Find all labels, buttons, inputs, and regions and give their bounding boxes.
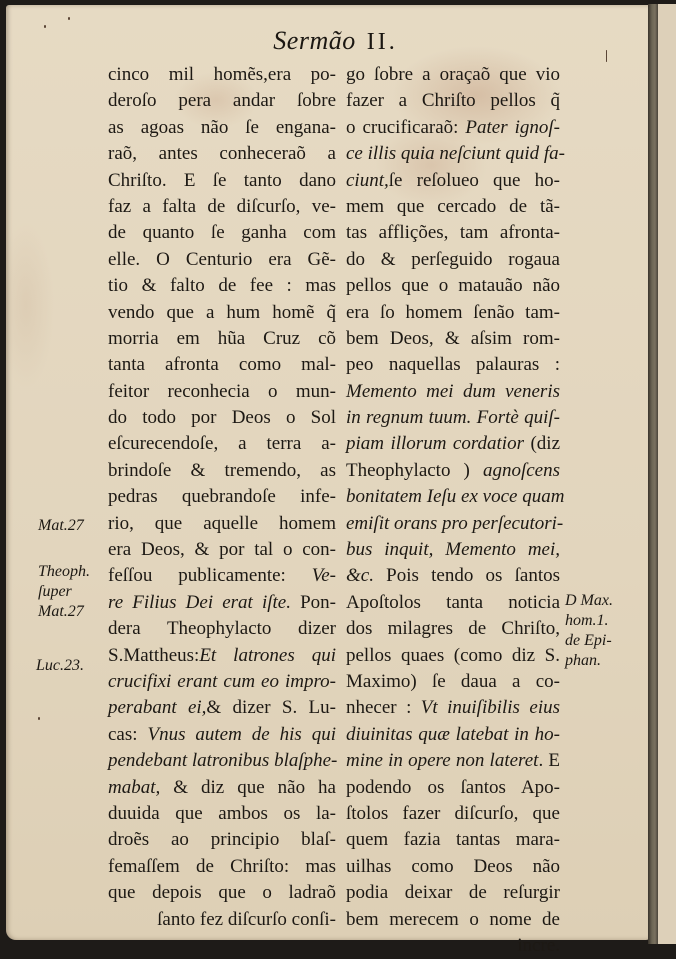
text-segment: era Deos, & por tal o con- bbox=[108, 539, 336, 561]
text-segment: deroſo pera andar ſobre bbox=[108, 90, 336, 112]
text-line bbox=[346, 695, 560, 721]
text-segment: Chriſto. E ſe tanto dano bbox=[108, 169, 336, 191]
text-segment: bem Deos, & aſsim rom- bbox=[346, 327, 560, 349]
margin-note-d-max-hom1-de-epiphan bbox=[565, 591, 613, 671]
text-line bbox=[346, 220, 560, 246]
text-line bbox=[108, 326, 336, 352]
text-segment: S.Mattheus: bbox=[108, 644, 200, 666]
text-segment: (diz bbox=[523, 433, 560, 455]
text-segment: Theophylacto ) bbox=[346, 459, 483, 481]
text-segment: tio & falto de fee : mas bbox=[108, 275, 336, 297]
margin-note-mat27 bbox=[38, 516, 84, 536]
text-segment: dos milagres de Chriſto, bbox=[346, 618, 560, 640]
text-segment: raõ, antes conheceraõ a bbox=[108, 143, 336, 165]
margin-note-line: phan. bbox=[565, 652, 601, 669]
text-column-right bbox=[346, 62, 565, 959]
text-segment: ſtolos fazer diſcurſo, que bbox=[346, 802, 560, 824]
text-segment: uilhas como Deos não bbox=[346, 855, 560, 877]
running-header-title: Sermão bbox=[273, 26, 356, 55]
text-line bbox=[108, 880, 336, 906]
text-line bbox=[108, 775, 336, 801]
text-segment: tas afflições, tam afronta- bbox=[346, 222, 560, 244]
text-segment: podia deixar de reſurgir bbox=[346, 882, 560, 904]
margin-note-line: Mat.27 bbox=[38, 517, 84, 534]
text-line bbox=[108, 590, 336, 616]
paper-speck bbox=[38, 717, 40, 720]
text-line bbox=[346, 827, 560, 853]
text-line bbox=[108, 563, 336, 589]
margin-note-luc23 bbox=[36, 656, 84, 676]
text-segment: pedras quebrandoſe infe- bbox=[108, 486, 336, 508]
text-line bbox=[346, 748, 560, 774]
text-segment: & diz que não ha bbox=[160, 776, 336, 798]
text-line bbox=[346, 537, 560, 563]
text-segment: . E bbox=[538, 750, 560, 772]
latin-quotation: Ve- bbox=[311, 565, 336, 587]
latin-quotation: agnoſcens bbox=[482, 459, 560, 481]
text-column-left bbox=[108, 62, 336, 933]
latin-quotation: &c. bbox=[346, 565, 374, 587]
text-line bbox=[108, 273, 336, 299]
text-line bbox=[346, 933, 560, 959]
text-segment: tanta afronta como mal- bbox=[108, 354, 336, 376]
text-line bbox=[346, 722, 560, 748]
text-line bbox=[346, 115, 560, 141]
adjacent-page-edge bbox=[658, 4, 676, 944]
text-segment: as agoas não ſe engana- bbox=[108, 116, 336, 138]
text-line bbox=[108, 458, 336, 484]
text-segment: pellos que o matauão não bbox=[346, 275, 560, 297]
text-line bbox=[108, 405, 336, 431]
text-segment: faz a falta de diſcurſo, ve- bbox=[108, 195, 336, 217]
text-line bbox=[108, 484, 336, 510]
text-line bbox=[346, 484, 565, 510]
text-line bbox=[346, 563, 560, 589]
text-line bbox=[108, 379, 336, 405]
text-line bbox=[108, 511, 336, 537]
text-line bbox=[108, 907, 336, 933]
text-line bbox=[108, 62, 336, 88]
margin-note-line: de Epi- bbox=[565, 632, 612, 649]
text-segment: cinco mil homẽs,era po- bbox=[108, 64, 336, 85]
margin-note-line: hom.1. bbox=[565, 612, 609, 629]
latin-quotation: mine in opere non lateret bbox=[346, 750, 539, 772]
margin-note-line: ſuper bbox=[38, 583, 72, 600]
text-segment: eſcurecendoſe, a terra a- bbox=[108, 433, 336, 455]
text-line bbox=[346, 141, 565, 167]
text-line bbox=[346, 669, 560, 695]
text-line bbox=[108, 722, 336, 748]
text-line bbox=[346, 590, 560, 616]
latin-quotation: perabant ei, bbox=[108, 697, 207, 719]
margin-note-line: Mat.27 bbox=[38, 603, 84, 620]
text-line bbox=[108, 801, 336, 827]
sermon-number: II. bbox=[366, 29, 398, 55]
text-line bbox=[346, 194, 560, 220]
margin-note-line: D Max. bbox=[565, 592, 613, 609]
text-line bbox=[108, 537, 336, 563]
latin-quotation: in regnum tuum. Fortè quiſ- bbox=[346, 407, 560, 429]
latin-quotation: Memento mei dum veneris bbox=[346, 380, 560, 402]
text-segment: quem fazia tantas mara- bbox=[346, 829, 560, 851]
latin-quotation: Et latrones qui bbox=[199, 644, 336, 666]
text-segment: Pon- bbox=[290, 591, 336, 613]
text-line bbox=[346, 273, 560, 299]
text-line bbox=[346, 247, 560, 273]
text-segment: rio, que aquelle homem bbox=[108, 512, 336, 534]
text-line bbox=[346, 379, 560, 405]
text-segment: vendo que a hum homẽ q̃ bbox=[108, 301, 336, 323]
latin-quotation: mabat, bbox=[108, 776, 161, 798]
text-line bbox=[346, 616, 560, 642]
paper-speck bbox=[68, 17, 70, 20]
latin-quotation: bus inquit, Memento mei, bbox=[346, 539, 560, 561]
text-line bbox=[346, 88, 560, 114]
text-segment: que depois que o ladraõ bbox=[108, 882, 336, 904]
latin-quotation: Vnus autem de his qui bbox=[147, 723, 336, 745]
text-line bbox=[346, 458, 560, 484]
text-line bbox=[108, 827, 336, 853]
text-line bbox=[108, 854, 336, 880]
latin-quotation: diuinitas quæ latebat in ho- bbox=[346, 723, 560, 745]
latin-quotation: ce illis quia neſciunt quid fa- bbox=[346, 143, 565, 165]
text-line bbox=[108, 352, 336, 378]
text-segment: nhecer : bbox=[346, 697, 421, 719]
text-line bbox=[108, 431, 336, 457]
latin-quotation: bonitatem Ieſu ex voce quam bbox=[346, 486, 565, 508]
text-segment: dera Theophylacto dizer bbox=[108, 618, 336, 640]
text-line bbox=[108, 669, 336, 695]
text-segment: Apoſtolos tanta noticia bbox=[346, 591, 560, 613]
running-header bbox=[0, 26, 676, 56]
text-segment: era ſo homem ſenão tam- bbox=[346, 301, 560, 323]
text-line bbox=[346, 880, 560, 906]
text-segment: droẽs ao principio blaſ- bbox=[108, 829, 336, 851]
text-line bbox=[346, 431, 560, 457]
text-line bbox=[108, 616, 336, 642]
latin-quotation: ciunt, bbox=[346, 169, 389, 191]
text-line bbox=[346, 168, 560, 194]
text-line bbox=[346, 300, 560, 326]
text-segment: ſanto fez diſcurſo conſi- bbox=[157, 908, 336, 930]
text-line bbox=[108, 300, 336, 326]
latin-quotation: emiſit orans pro perſecutori- bbox=[346, 512, 564, 534]
text-segment: bem merecem o nome de bbox=[346, 908, 560, 930]
text-segment: ſe reſolueo que ho- bbox=[388, 169, 560, 191]
margin-note-line: Luc.23. bbox=[36, 657, 84, 674]
text-segment: & dizer S. Lu- bbox=[206, 697, 336, 719]
text-segment: femaſſem de Chriſto: mas bbox=[108, 855, 336, 877]
text-line bbox=[108, 88, 336, 114]
text-segment: cas: bbox=[108, 723, 148, 745]
text-line bbox=[108, 247, 336, 273]
text-segment: do & perſeguido rogaua bbox=[346, 248, 560, 270]
text-segment: de quanto ſe ganha com bbox=[108, 222, 336, 244]
text-segment: go ſobre a oraçaõ que vio bbox=[346, 64, 560, 85]
text-segment: duuida que ambos os la- bbox=[108, 802, 336, 824]
text-line bbox=[346, 62, 560, 88]
text-segment: fazer a Chriſto pellos q̃ bbox=[346, 90, 560, 112]
text-segment: Maximo) ſe daua a co- bbox=[346, 670, 560, 692]
text-line bbox=[346, 775, 560, 801]
text-line bbox=[346, 643, 560, 669]
text-line bbox=[108, 220, 336, 246]
latin-quotation: re Filius Dei erat iſte. bbox=[108, 591, 291, 613]
margin-note-theoph-super-mat27 bbox=[38, 562, 90, 622]
text-segment: incre. bbox=[517, 934, 560, 956]
text-line bbox=[346, 854, 560, 880]
text-segment: pellos quaes (como diz S. bbox=[346, 644, 560, 666]
text-line bbox=[346, 907, 560, 933]
text-segment: elle. O Centurio era Gẽ- bbox=[108, 248, 336, 270]
text-segment: morria em hũa Cruz cõ bbox=[108, 327, 336, 349]
text-segment: Pois tendo os ſantos bbox=[373, 565, 560, 587]
text-line bbox=[346, 405, 560, 431]
text-line bbox=[346, 326, 560, 352]
text-segment: feitor reconhecia o mun- bbox=[108, 380, 336, 402]
text-segment: peo naquellas palauras : bbox=[346, 354, 560, 376]
text-line bbox=[108, 115, 336, 141]
latin-quotation: crucifixi erant cum eo impro- bbox=[108, 670, 336, 692]
text-segment: do todo por Deos o Sol bbox=[108, 407, 336, 429]
text-line bbox=[108, 194, 336, 220]
text-segment: podendo os ſantos Apo- bbox=[346, 776, 560, 798]
text-line bbox=[346, 511, 564, 537]
margin-note-line: Theoph. bbox=[38, 563, 90, 580]
text-segment: feſſou publicamente: bbox=[108, 565, 312, 587]
text-line bbox=[346, 352, 560, 378]
text-line bbox=[108, 141, 336, 167]
text-line bbox=[108, 695, 336, 721]
latin-quotation: Vt inuiſibilis eius bbox=[420, 697, 560, 719]
text-line bbox=[108, 748, 336, 774]
text-segment: brindoſe & tremendo, as bbox=[108, 459, 336, 481]
text-line bbox=[108, 168, 336, 194]
text-segment: mem que cercado de tã- bbox=[346, 195, 560, 217]
latin-quotation: pendebant latronibus blaſphe- bbox=[108, 750, 338, 772]
text-segment: o crucificaraõ: bbox=[346, 116, 466, 138]
text-line bbox=[108, 643, 336, 669]
latin-quotation: piam illorum cordatior bbox=[346, 433, 524, 455]
text-line bbox=[346, 801, 560, 827]
latin-quotation: Pater ignoſ- bbox=[465, 116, 560, 138]
book-spine bbox=[648, 4, 658, 944]
